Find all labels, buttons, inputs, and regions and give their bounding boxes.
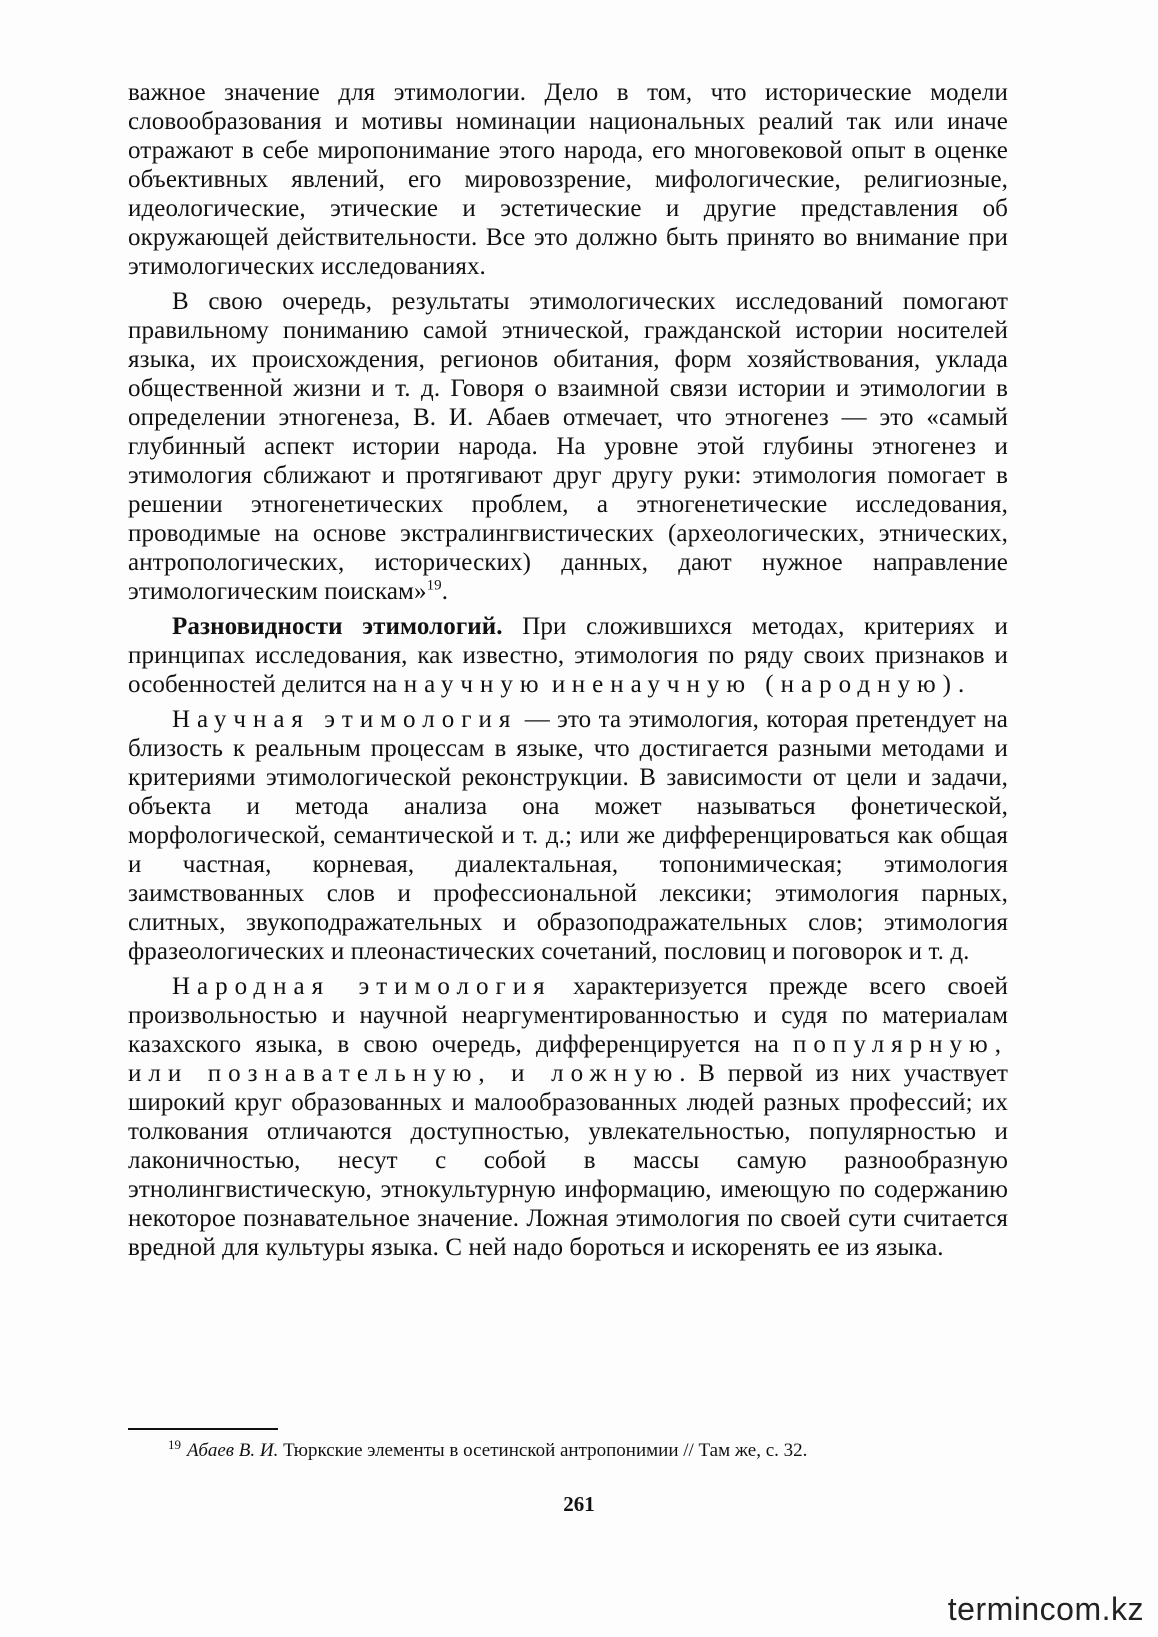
watermark-logo	[948, 1589, 1144, 1629]
paragraph-4	[128, 705, 1008, 966]
footnote-text: Тюркские элементы в осетинской антропонимии // Там же, с. 32.	[278, 1440, 808, 1461]
body-text	[128, 78, 1008, 1262]
text-segment: важное значение для этимологии. Дело в том, что исторические модели словообразования и мотивы номинации национальных реалий так или иначе отражают в себе миропонимание этого народа, его многовековой опыт в оценке объективных явлений, его мировоззрение, мифологические, религиозные, идеологические, этические и эстетические и другие представления об окружающей действительности. Все это должно быть принято во внимание при этимологических исследованиях.	[128, 79, 1008, 280]
page-number: 261	[563, 1492, 595, 1516]
footnote	[168, 1438, 1008, 1464]
text-segment: научную	[403, 671, 546, 698]
text-segment: характеризуется прежде всего своей произвольностью и научной неаргументированностью и судя по материалам казахского языка, в свою очередь, дифференцируется на	[128, 973, 1008, 1058]
text-segment: ненаучную (народную)	[571, 671, 958, 698]
paragraph-5	[128, 972, 1008, 1262]
text-segment: популярную, или познавательную, и ложную	[128, 1031, 1008, 1087]
footnote-number: 19	[168, 1436, 181, 1452]
text-segment: и	[545, 671, 572, 698]
text-segment: . В первой из них участвует широкий круг образованных и малообразованных людей разных профессий; их толкования отличаются доступностью, увлекательностью, популярностью и лаконичностью, несут с собой в массы самую разнообразную этнолингвистическую, этнокультурную информацию, имеющую по содержанию некоторое познавательное значение. Ложная этимология по своей сути считается вредной для культуры языка. С ней надо бороться и искоренять ее из языка.	[128, 1060, 1008, 1261]
text-segment: Народная этимология	[172, 973, 552, 1000]
text-segment: — это та этимология, которая претендует на близость к реальным процессам в языке, что достигается разными методами и критериями этимологической реконструкции. В зависимости от цели и задачи, объекта и метода анализа она может называться фонетической, морфологической, семантической и т. д.; или же дифференцироваться как общая и частная, корневая, диалектальная, топонимическая; этимология заимствованных слов и профессиональной лексики; этимология парных, слитных, звукоподражательных и образоподражательных слов; этимология фразеологических и плеонастических сочетаний, пословиц и поговорок и т. д.	[128, 706, 1008, 965]
paragraph-3	[128, 612, 1008, 699]
text-segment: Научная этимология	[172, 706, 518, 733]
footnote-divider	[128, 1428, 278, 1430]
footnote-author: Абаев В. И.	[187, 1440, 279, 1461]
text-segment: .	[441, 578, 449, 605]
text-segment: В свою очередь, результаты этимологических исследований помогают правильному пониманию самой этнической, гражданской истории носителей языка, их происхождения, регионов обитания, форм хозяйствования, уклада общественной жизни и т. д. Говоря о взаимной связи истории и этимологии в определении этногенеза, В. И. Абаев отмечает, что этногенез — это «самый глубинный аспект истории народа. На уровне этой глубины этногенез и этимология сближают и протягивают друг другу руки: этимология помогает в решении этногенетических проблем, а этногенетические исследования, проводимые на основе экстралингвистических (археологических, этнических, антропологических, исторических) данных, дают нужное направление этимологическим поискам»	[128, 288, 1008, 605]
paragraph-2	[128, 287, 1008, 606]
text-segment: .	[957, 671, 965, 698]
watermark-text: termincom.kz	[947, 1590, 1144, 1627]
text-segment: При сложившихся методах, критериях и принципах исследования, как известно, этимология по ряду своих признаков и особенностей делится на	[128, 613, 1008, 698]
text-segment: Разновидности этимологий.	[172, 613, 503, 640]
paragraph-1	[128, 78, 1008, 281]
footnote-reference: 19	[426, 577, 442, 594]
